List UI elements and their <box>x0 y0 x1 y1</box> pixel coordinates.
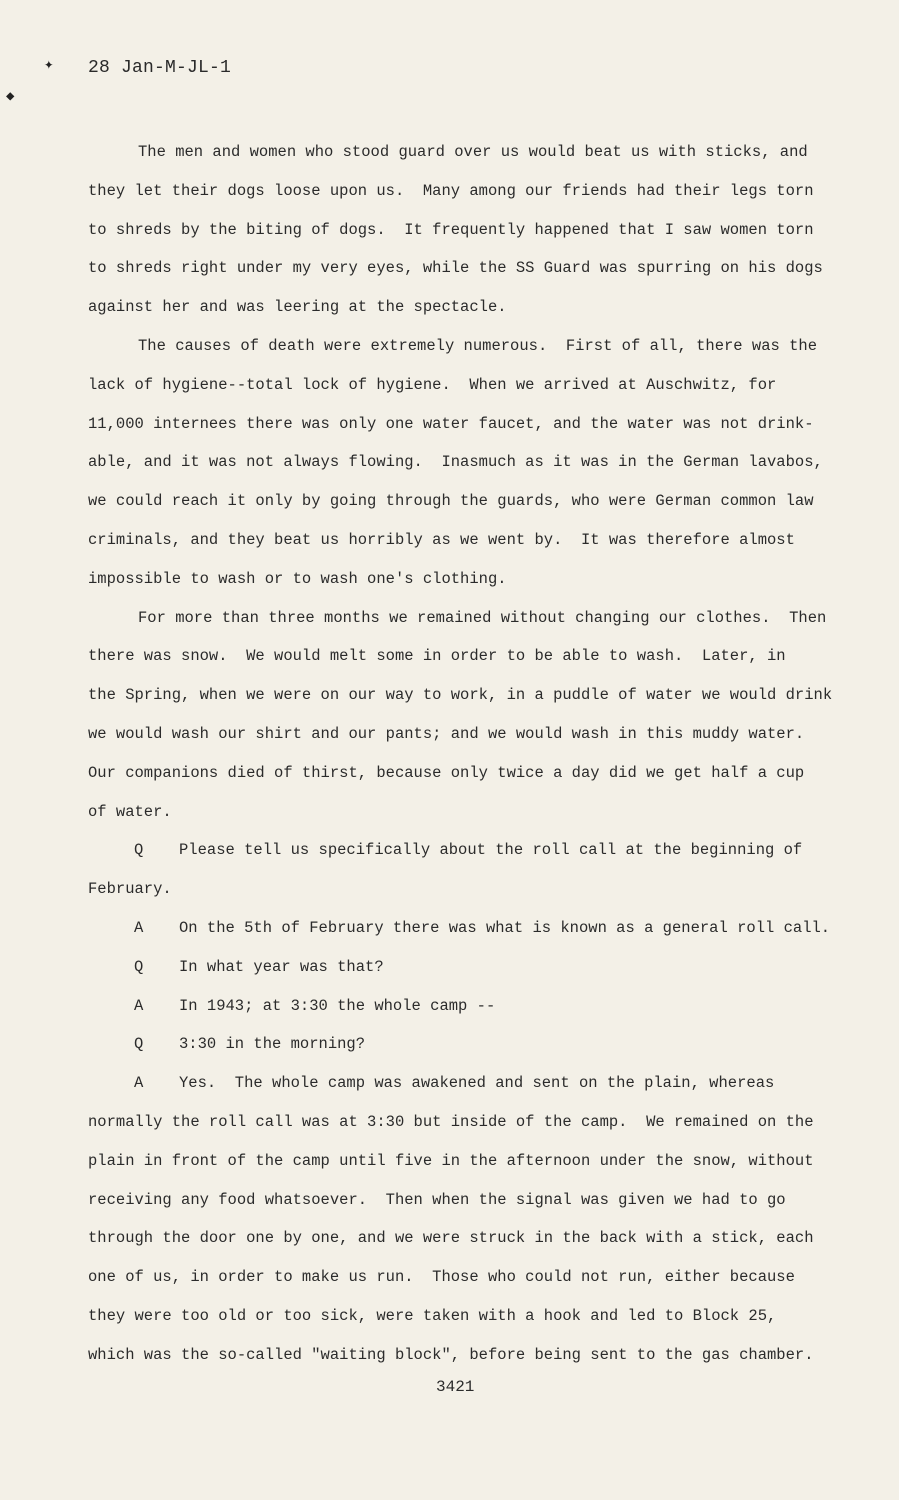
speaker-label: Q <box>134 957 144 976</box>
speaker-label: Q <box>134 841 144 860</box>
speaker-label: A <box>134 1074 144 1093</box>
qa-text: On the 5th of February there was what is known as a general roll call. <box>179 918 831 937</box>
qa-text: Yes. The whole camp was awakened and sent on the plain, whereas <box>179 1074 775 1093</box>
text-line: which was the so-called "waiting block", before being sent to the gas chamber. <box>88 1345 814 1364</box>
text-line: they were too old or too sick, were taken with a hook and led to Block 25, <box>88 1306 777 1325</box>
page-number: 3421 <box>436 1378 475 1396</box>
text-line: through the door one by one, and we were struck in the back with a stick, each <box>88 1229 814 1248</box>
text-line: there was snow. We would melt some in order to be able to wash. Later, in <box>88 647 786 666</box>
text-line: February. <box>88 880 172 899</box>
qa-line <box>88 1025 868 1064</box>
text-line: For more than three months we remained without changing our clothes. Then <box>138 608 827 627</box>
text-line: to shreds right under my very eyes, while the SS Guard was spurring on his dogs <box>88 259 823 278</box>
qa-text: Please tell us specifically about the roll call at the beginning of <box>179 841 803 860</box>
text-line: normally the roll call was at 3:30 but inside of the camp. We remained on the <box>88 1112 814 1131</box>
speaker-label: A <box>134 996 144 1015</box>
page-header: 28 Jan-M-JL-1 <box>88 58 232 78</box>
qa-line <box>88 909 868 948</box>
text-line: they let their dogs loose upon us. Many among our friends had their legs torn <box>88 181 814 200</box>
speaker-label: Q <box>134 1035 144 1054</box>
margin-mark-icon: ◆ <box>6 89 15 105</box>
qa-line <box>88 948 868 987</box>
text-line: The men and women who stood guard over us would beat us with sticks, and <box>138 143 808 161</box>
qa-text: In what year was that? <box>179 957 384 976</box>
text-line: 11,000 internees there was only one water faucet, and the water was not drink- <box>88 414 814 433</box>
text-line: impossible to wash or to wash one's clothing. <box>88 569 507 588</box>
text-line: to shreds by the biting of dogs. It frequently happened that I saw women torn <box>88 220 814 239</box>
qa-line <box>88 1064 868 1103</box>
document-body <box>88 133 868 1375</box>
text-line: able, and it was not always flowing. Inasmuch as it was in the German lavabos, <box>88 453 823 472</box>
text-line: the Spring, when we were on our way to work, in a puddle of water we would drink <box>88 686 833 705</box>
text-line: we could reach it only by going through the guards, who were German common law <box>88 492 814 511</box>
text-line: Our companions died of thirst, because only twice a day did we get half a cup <box>88 763 805 782</box>
qa-text: 3:30 in the morning? <box>179 1035 366 1054</box>
qa-text: In 1943; at 3:30 the whole camp -- <box>179 996 496 1015</box>
margin-mark-icon: ✦ <box>44 56 54 74</box>
text-line: against her and was leering at the spectacle. <box>88 298 507 317</box>
text-line: plain in front of the camp until five in the afternoon under the snow, without <box>88 1151 814 1170</box>
speaker-label: A <box>134 918 144 937</box>
text-line: of water. <box>88 802 172 821</box>
text-line: lack of hygiene--total lock of hygiene. When we arrived at Auschwitz, for <box>88 375 777 394</box>
qa-line <box>88 987 868 1026</box>
text-line: criminals, and they beat us horribly as we went by. It was therefore almost <box>88 530 795 549</box>
text-line: one of us, in order to make us run. Those who could not run, either because <box>88 1268 795 1287</box>
text-line: receiving any food whatsoever. Then when the signal was given we had to go <box>88 1190 786 1209</box>
text-line: we would wash our shirt and our pants; and we would wash in this muddy water. <box>88 724 805 743</box>
text-line: The causes of death were extremely numerous. First of all, there was the <box>138 336 818 355</box>
qa-line <box>88 831 868 870</box>
